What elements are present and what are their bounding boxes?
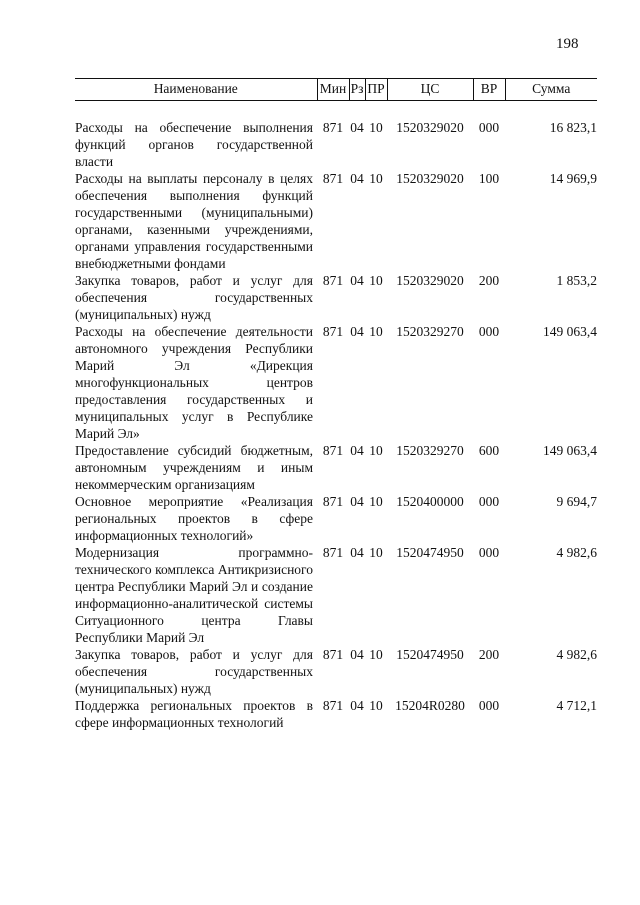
row-cs: 1520474950 bbox=[396, 545, 464, 560]
row-pr: 10 bbox=[369, 647, 383, 662]
row-rz: 04 bbox=[350, 545, 364, 560]
row-name: Расходы на обеспечение выполнения функций органов государственной власти bbox=[75, 120, 313, 169]
row-vr: 000 bbox=[478, 120, 500, 135]
row-pr: 10 bbox=[369, 698, 383, 713]
row-pr: 10 bbox=[369, 273, 383, 288]
header-rz: Рз bbox=[349, 79, 365, 101]
row-sum: 14 969,9 bbox=[549, 171, 597, 186]
row-sum: 149 063,4 bbox=[543, 324, 597, 339]
row-min: 871 bbox=[322, 443, 344, 458]
row-min: 871 bbox=[322, 171, 344, 186]
row-sum: 4 982,6 bbox=[556, 545, 597, 560]
row-name: Закупка товаров, работ и услуг для обеспечения государственных (муниципальных) нужд bbox=[75, 273, 313, 322]
table-row bbox=[75, 442, 597, 493]
table-row bbox=[75, 697, 597, 731]
table-row bbox=[75, 493, 597, 544]
row-rz: 04 bbox=[350, 273, 364, 288]
row-cs: 15204R0280 bbox=[395, 698, 465, 713]
row-min: 871 bbox=[322, 698, 344, 713]
table-row bbox=[75, 272, 597, 323]
row-rz: 04 bbox=[350, 647, 364, 662]
table-row bbox=[75, 119, 597, 170]
header-sum: Сумма bbox=[505, 79, 597, 101]
row-min: 871 bbox=[322, 273, 344, 288]
row-cs: 1520329270 bbox=[396, 324, 464, 339]
row-pr: 10 bbox=[369, 120, 383, 135]
row-pr: 10 bbox=[369, 324, 383, 339]
spacer-row bbox=[75, 101, 597, 120]
row-sum: 4 982,6 bbox=[556, 647, 597, 662]
row-cs: 1520474950 bbox=[396, 647, 464, 662]
row-vr: 200 bbox=[478, 273, 500, 288]
row-vr: 200 bbox=[478, 647, 500, 662]
header-cs: ЦС bbox=[387, 79, 473, 101]
row-vr: 000 bbox=[478, 324, 500, 339]
header-name: Наименование bbox=[75, 79, 317, 101]
row-name: Модернизация программно-технического комплекса Антикризисного центра Республики Марий Эл и создание информационно-аналитической системы Ситуационного центра Главы Республики Марий Эл bbox=[75, 545, 313, 645]
row-sum: 1 853,2 bbox=[556, 273, 597, 288]
table-row bbox=[75, 323, 597, 442]
budget-table bbox=[75, 78, 597, 731]
row-pr: 10 bbox=[369, 494, 383, 509]
row-rz: 04 bbox=[350, 443, 364, 458]
row-rz: 04 bbox=[350, 494, 364, 509]
row-cs: 1520329020 bbox=[396, 120, 464, 135]
row-name: Расходы на обеспечение деятельности автономного учреждения Республики Марий Эл «Дирекция многофункциональных центров предоставления государственных и муниципальных услуг в Республике Марий Эл» bbox=[75, 324, 313, 441]
row-cs: 1520329020 bbox=[396, 171, 464, 186]
row-name: Поддержка региональных проектов в сфере информационных технологий bbox=[75, 698, 313, 730]
row-cs: 1520329020 bbox=[396, 273, 464, 288]
header-pr: ПР bbox=[365, 79, 387, 101]
table-header-row bbox=[75, 79, 597, 101]
row-pr: 10 bbox=[369, 545, 383, 560]
row-cs: 1520400000 bbox=[396, 494, 464, 509]
table-row bbox=[75, 646, 597, 697]
row-pr: 10 bbox=[369, 171, 383, 186]
header-vr: ВР bbox=[473, 79, 505, 101]
row-cs: 1520329270 bbox=[396, 443, 464, 458]
row-min: 871 bbox=[322, 545, 344, 560]
row-min: 871 bbox=[322, 324, 344, 339]
row-sum: 16 823,1 bbox=[549, 120, 597, 135]
row-vr: 100 bbox=[478, 171, 500, 186]
row-min: 871 bbox=[322, 647, 344, 662]
row-vr: 600 bbox=[478, 443, 500, 458]
row-name: Основное мероприятие «Реализация региональных проектов в сфере информационных технологий» bbox=[75, 494, 313, 543]
header-min: Мин bbox=[317, 79, 349, 101]
table-row bbox=[75, 170, 597, 272]
row-rz: 04 bbox=[350, 171, 364, 186]
page-number: 198 bbox=[556, 36, 579, 52]
row-min: 871 bbox=[322, 120, 344, 135]
row-rz: 04 bbox=[350, 698, 364, 713]
row-name: Предоставление субсидий бюджетным, автономным учреждениям и иным некоммерческим организациям bbox=[75, 443, 313, 492]
row-min: 871 bbox=[322, 494, 344, 509]
row-vr: 000 bbox=[478, 698, 500, 713]
row-name: Расходы на выплаты персоналу в целях обеспечения выполнения функций государственными (муниципальными) органами, казенными учреждениями, органами управления государственными внебюджетными фондами bbox=[75, 171, 313, 271]
row-rz: 04 bbox=[350, 324, 364, 339]
row-sum: 4 712,1 bbox=[556, 698, 597, 713]
row-vr: 000 bbox=[478, 545, 500, 560]
row-sum: 149 063,4 bbox=[543, 443, 597, 458]
row-vr: 000 bbox=[478, 494, 500, 509]
table-row bbox=[75, 544, 597, 646]
row-rz: 04 bbox=[350, 120, 364, 135]
row-pr: 10 bbox=[369, 443, 383, 458]
row-sum: 9 694,7 bbox=[556, 494, 597, 509]
row-name: Закупка товаров, работ и услуг для обеспечения государственных (муниципальных) нужд bbox=[75, 647, 313, 696]
